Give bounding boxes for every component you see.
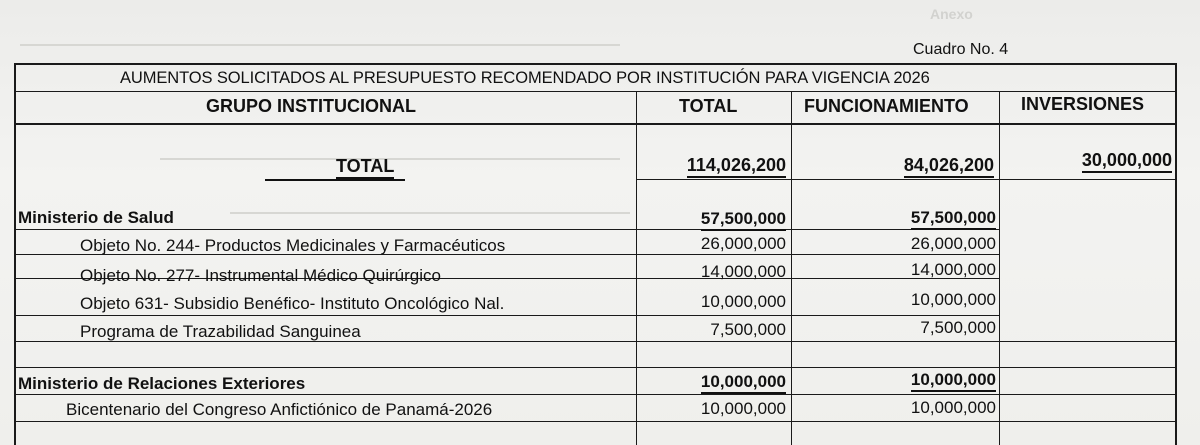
group-name-relaciones-exteriores: Ministerio de Relaciones Exteriores xyxy=(18,374,306,393)
line-item-total: 26,000,000 xyxy=(700,234,786,253)
line-item-label: Objeto No. 277- Instrumental Médico Quirúrgico xyxy=(80,266,441,285)
grid-line xyxy=(791,91,792,445)
grid-line xyxy=(14,421,1176,422)
table-title: AUMENTOS SOLICITADOS AL PRESUPUESTO RECOMENDADO POR INSTITUCIÓN PARA VIGENCIA 2026 xyxy=(120,69,930,87)
line-item-funcionamiento: 7,500,000 xyxy=(920,318,996,337)
group-name-salud: Ministerio de Salud xyxy=(18,208,174,227)
line-item-label: Objeto No. 244- Productos Medicinales y Farmacéuticos xyxy=(80,236,506,255)
line-item-label: Objeto 631- Subsidio Benéfico- Instituto Oncológico Nal. xyxy=(80,294,505,313)
grid-line xyxy=(636,179,1176,180)
group-funcionamiento-salud: 57,500,000 xyxy=(796,208,996,228)
table-caption: Cuadro No. 4 xyxy=(913,41,1009,58)
grid-line xyxy=(1175,63,1177,445)
group-total-relaciones-exteriores: 10,000,000 xyxy=(640,372,786,392)
grid-line xyxy=(14,367,1176,368)
line-item-funcionamiento: 26,000,000 xyxy=(910,234,996,253)
grid-line xyxy=(14,229,999,230)
totals-total: 114,026,200 xyxy=(640,155,786,176)
line-item-total: 14,000,000 xyxy=(700,262,786,281)
totals-inversiones: 30,000,000 xyxy=(1004,150,1172,171)
grid-line xyxy=(14,63,1176,65)
totals-label: TOTAL xyxy=(336,156,394,177)
group-total-salud: 57,500,000 xyxy=(640,209,786,229)
line-item-label: Bicentenario del Congreso Anfictiónico de Panamá-2026 xyxy=(66,400,493,419)
bleed-through-line xyxy=(20,44,620,46)
totals-funcionamiento: 84,026,200 xyxy=(796,155,994,176)
bleed-through-text: Anexo xyxy=(930,6,973,22)
bleed-through-line xyxy=(230,212,630,214)
grid-line xyxy=(636,91,637,445)
grid-line xyxy=(14,123,1176,125)
grid-line xyxy=(14,91,1176,92)
grid-line xyxy=(999,91,1000,445)
column-header-funcionamiento: FUNCIONAMIENTO xyxy=(804,96,969,116)
line-item-total: 10,000,000 xyxy=(700,399,786,418)
grid-line xyxy=(14,394,1176,395)
line-item-label: Programa de Trazabilidad Sanguinea xyxy=(80,322,361,341)
line-item-total: 10,000,000 xyxy=(700,292,786,311)
column-header-inversiones: INVERSIONES xyxy=(1021,94,1145,114)
line-item-funcionamiento: 10,000,000 xyxy=(910,290,996,309)
line-item-total: 7,500,000 xyxy=(710,320,786,339)
line-item-funcionamiento: 10,000,000 xyxy=(910,398,996,417)
column-header-total: TOTAL xyxy=(679,96,738,116)
grid-line xyxy=(14,63,16,445)
grid-line xyxy=(14,315,999,316)
totals-label-underline xyxy=(265,178,405,181)
group-funcionamiento-relaciones-exteriores: 10,000,000 xyxy=(796,370,996,390)
line-item-funcionamiento: 14,000,000 xyxy=(910,260,996,279)
column-header-group: GRUPO INSTITUCIONAL xyxy=(206,96,416,116)
